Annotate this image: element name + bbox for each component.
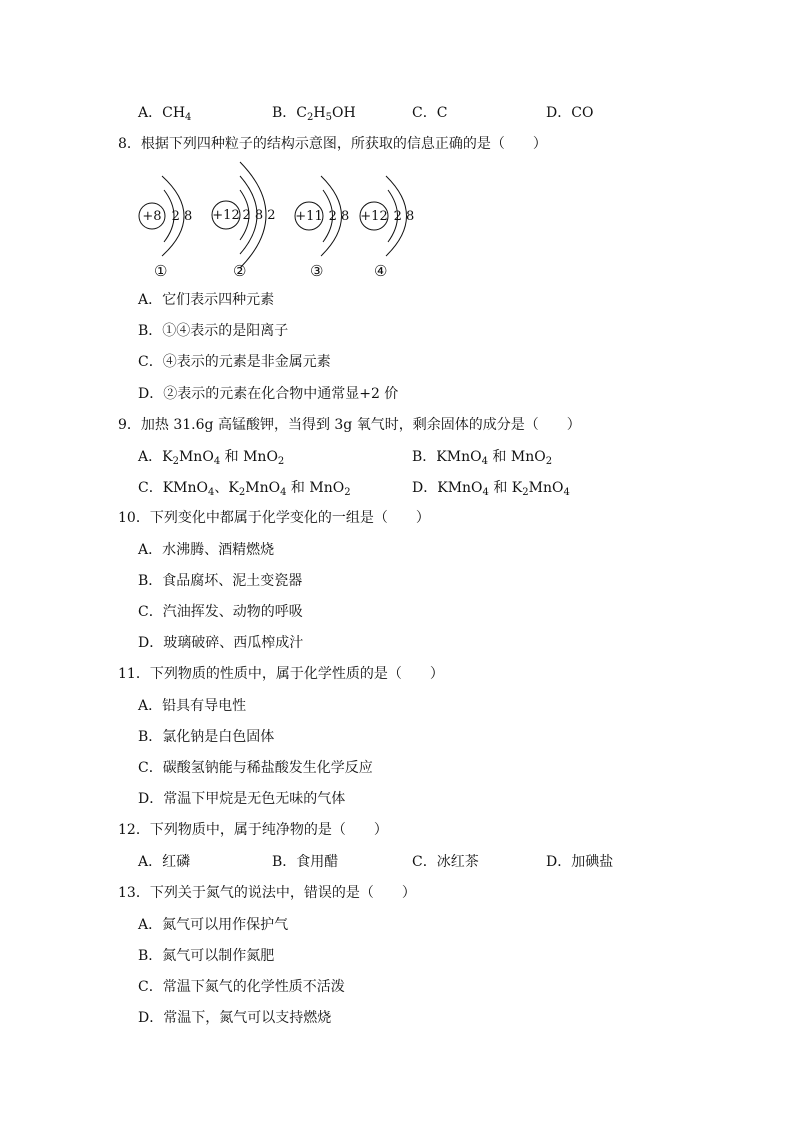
nucleus-charge: +8 — [142, 209, 162, 224]
electron-config: 2 8 — [393, 209, 415, 224]
atom-label-4: ④ — [374, 262, 388, 280]
q11-option-c: C．碳酸氢钠能与稀盐酸发生化学反应 — [138, 760, 373, 776]
electron-config: 2 8 2 — [242, 208, 276, 223]
atom-label-1: ① — [154, 262, 168, 280]
q13-option-c: C．常温下氮气的化学性质不活泼 — [138, 979, 345, 995]
q11-option-b: B．氯化钠是白色固体 — [138, 729, 275, 745]
nucleus-charge: +11 — [295, 209, 323, 224]
q10-option-b: B．食品腐坏、泥土变瓷器 — [138, 573, 303, 589]
q10-option-a: A．水沸腾、酒精燃烧 — [138, 542, 275, 558]
q11-stem: 11．下列物质的性质中，属于化学性质的是（ ） — [118, 666, 444, 682]
q7-option-a: A．$CH_4$ — [138, 105, 192, 123]
q9-option-a: A．$K_2MnO_4$ 和 MnO$_2$ — [138, 449, 285, 467]
nucleus-charge: +12 — [212, 208, 240, 223]
q10-stem: 10．下列变化中都属于化学变化的一组是（ ） — [118, 510, 430, 526]
electron-config: 2 8 — [328, 209, 350, 224]
atom-structure-3 — [292, 172, 364, 262]
q11-option-d: D．常温下甲烷是无色无味的气体 — [138, 791, 346, 807]
q12-option-d: D．加碘盐 — [546, 854, 614, 870]
q12-option-c: C．冰红茶 — [412, 854, 479, 870]
atom-structure-4 — [356, 172, 428, 262]
q7-option-b: B．$C_2H_5OH$ — [272, 105, 356, 123]
q13-option-b: B．氮气可以制作氮肥 — [138, 948, 275, 964]
q12-stem: 12．下列物质中，属于纯净物的是（ ） — [118, 822, 388, 838]
q8-stem: 8．根据下列四种粒子的结构示意图，所获取的信息正确的是（ ） — [118, 136, 547, 152]
atom-structure-1 — [136, 172, 208, 262]
atom-label-2: ② — [233, 262, 247, 280]
q7-option-d: D．CO — [546, 105, 594, 121]
q13-stem: 13．下列关于氮气的说法中，错误的是（ ） — [118, 885, 416, 901]
q12-option-a: A．红磷 — [138, 854, 191, 870]
q9-stem: 9．加热 31.6g 高锰酸钾，当得到 3g 氧气时，剩余固体的成分是（ ） — [118, 417, 581, 433]
q13-option-d: D．常温下，氮气可以支持燃烧 — [138, 1010, 332, 1026]
q8-option-b: B．①④表示的是阳离子 — [138, 323, 289, 339]
q8-option-c: C．④表示的元素是非金属元素 — [138, 354, 331, 370]
q9-option-b: B．KMnO$_4$ 和 MnO$_2$ — [412, 449, 553, 467]
q11-option-a: A．铅具有导电性 — [138, 698, 247, 714]
q10-option-c: C．汽油挥发、动物的呼吸 — [138, 604, 303, 620]
q9-option-c: C．KMnO$_4$、$K_2MnO_4$ 和 MnO$_2$ — [138, 480, 351, 498]
q10-option-d: D．玻璃破碎、西瓜榨成汁 — [138, 635, 304, 651]
q8-option-a: A．它们表示四种元素 — [138, 292, 275, 308]
atom-structure-2 — [210, 160, 290, 270]
q13-option-a: A．氮气可以用作保护气 — [138, 917, 289, 933]
nucleus-charge: +12 — [360, 209, 388, 224]
q12-option-b: B．食用醋 — [272, 854, 339, 870]
q8-option-d: D．②表示的元素在化合物中通常显+2 价 — [138, 386, 399, 402]
q7-option-c: C．C — [412, 105, 448, 121]
q9-option-d: D．KMnO$_4$ 和 $K_2MnO_4$ — [412, 480, 570, 498]
electron-config: 2 8 — [171, 209, 193, 224]
atom-label-3: ③ — [310, 262, 324, 280]
